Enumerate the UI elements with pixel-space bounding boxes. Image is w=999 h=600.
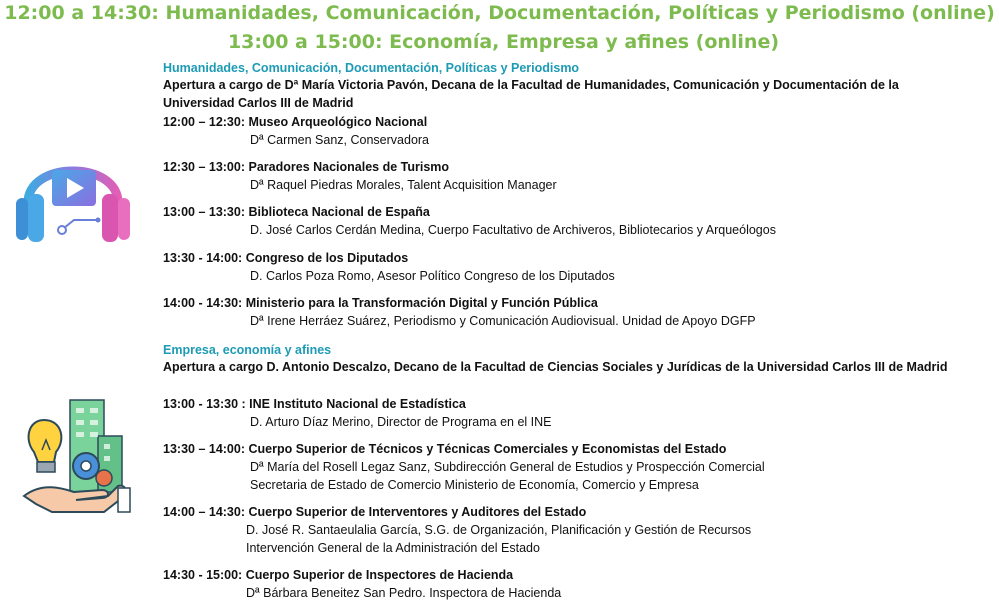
- headphones-video-icon: [14, 140, 132, 251]
- agenda-time: 14:00 – 14:30:: [163, 505, 246, 519]
- agenda-org: Museo Arqueológico Nacional: [248, 115, 428, 129]
- agenda-item: [163, 203, 983, 239]
- opening-humanities: Apertura a cargo de Dª María Victoria Pavón, Decana de la Facultad de Humanidades, Comunicación y Documentación de la Universidad Carlos III de Madrid: [163, 78, 899, 110]
- opening-business: Apertura a cargo D. Antonio Descalzo, Decano de la Facultad de Ciencias Sociales y Jurídicas de la Universidad Carlos III de Madrid: [163, 360, 948, 374]
- agenda-speaker: D. José Carlos Cerdán Medina, Cuerpo Facultativo de Archiveros, Bibliotecarios y Arqueólogos: [250, 223, 776, 237]
- agenda-item-heading: [163, 395, 983, 413]
- agenda-org: Ministerio para la Transformación Digital y Función Pública: [245, 296, 598, 310]
- schedule-heading-economics: 13:00 a 15:00: Economía, Empresa y afines (online): [227, 31, 780, 53]
- section-title-humanities: Humanidades, Comunicación, Documentación, Políticas y Periodismo: [163, 61, 580, 75]
- agenda-org: Cuerpo Superior de Interventores y Auditores del Estado: [248, 505, 587, 519]
- agenda-speaker: Dª María del Rosell Legaz Sanz, Subdirección General de Estudios y Prospección Comercial: [250, 460, 765, 474]
- agenda-speaker-affiliation: Intervención General de la Administración del Estado: [246, 541, 540, 555]
- agenda-speaker: D. Arturo Díaz Merino, Director de Programa en el INE: [250, 415, 552, 429]
- agenda-item-heading: [163, 503, 983, 521]
- agenda-org: INE Instituto Nacional de Estadística: [249, 397, 466, 411]
- agenda-item: [163, 249, 983, 285]
- agenda-time: 12:30 – 13:00:: [163, 160, 246, 174]
- agenda-item: [163, 566, 983, 600]
- agenda-speaker: Dª Raquel Piedras Morales, Talent Acquisition Manager: [250, 178, 557, 192]
- agenda-time: 14:00 - 14:30:: [163, 296, 243, 310]
- agenda-item-heading: [163, 440, 983, 458]
- agenda-item-heading: [163, 203, 983, 221]
- agenda-item: [163, 113, 983, 149]
- agenda-time: 13:00 - 13:30 :: [163, 397, 246, 411]
- agenda-item-heading: [163, 294, 983, 312]
- agenda-time: 13:00 – 13:30:: [163, 205, 246, 219]
- agenda-org: Cuerpo Superior de Técnicos y Técnicas Comerciales y Economistas del Estado: [248, 442, 727, 456]
- agenda-item-heading: [163, 158, 983, 176]
- agenda-time: 13:30 - 14:00:: [163, 251, 243, 265]
- agenda-item: [163, 440, 983, 494]
- schedule-heading-humanities: 12:00 a 14:30: Humanidades, Comunicación, Documentación, Políticas y Periodismo (online): [4, 2, 995, 24]
- agenda-speaker: Dª Carmen Sanz, Conservadora: [250, 133, 430, 147]
- agenda-org: Biblioteca Nacional de España: [248, 205, 430, 219]
- agenda-time: 12:00 – 12:30:: [163, 115, 246, 129]
- agenda-speaker: Dª Irene Herráez Suárez, Periodismo y Comunicación Audiovisual. Unidad de Apoyo DGFP: [250, 314, 756, 328]
- agenda-speaker-affiliation: Secretaria de Estado de Comercio Ministerio de Economía, Comercio y Empresa: [250, 478, 699, 492]
- agenda-org: Paradores Nacionales de Turismo: [248, 160, 450, 174]
- agenda-item: [163, 158, 983, 194]
- section-title-business: Empresa, economía y afines: [163, 343, 332, 357]
- agenda-item-heading: [163, 566, 983, 584]
- agenda-item: [163, 294, 983, 330]
- agenda-item-heading: [163, 249, 983, 267]
- agenda-item-heading: [163, 113, 983, 131]
- agenda-time: 13:30 – 14:00:: [163, 442, 246, 456]
- agenda-speaker: D. Carlos Poza Romo, Asesor Político Congreso de los Diputados: [250, 269, 615, 283]
- agenda-org: Congreso de los Diputados: [245, 251, 409, 265]
- agenda-item: [163, 395, 983, 431]
- agenda-org: Cuerpo Superior de Inspectores de Hacienda: [245, 568, 514, 582]
- agenda-speaker: Dª Bárbara Beneitez San Pedro. Inspectora de Hacienda: [246, 586, 562, 600]
- agenda-speaker: D. José R. Santaeulalia García, S.G. de Organización, Planificación y Gestión de Recursos: [246, 523, 752, 537]
- agenda-time: 14:30 - 15:00:: [163, 568, 243, 582]
- business-idea-icon: [22, 396, 134, 525]
- agenda-item: [163, 503, 983, 557]
